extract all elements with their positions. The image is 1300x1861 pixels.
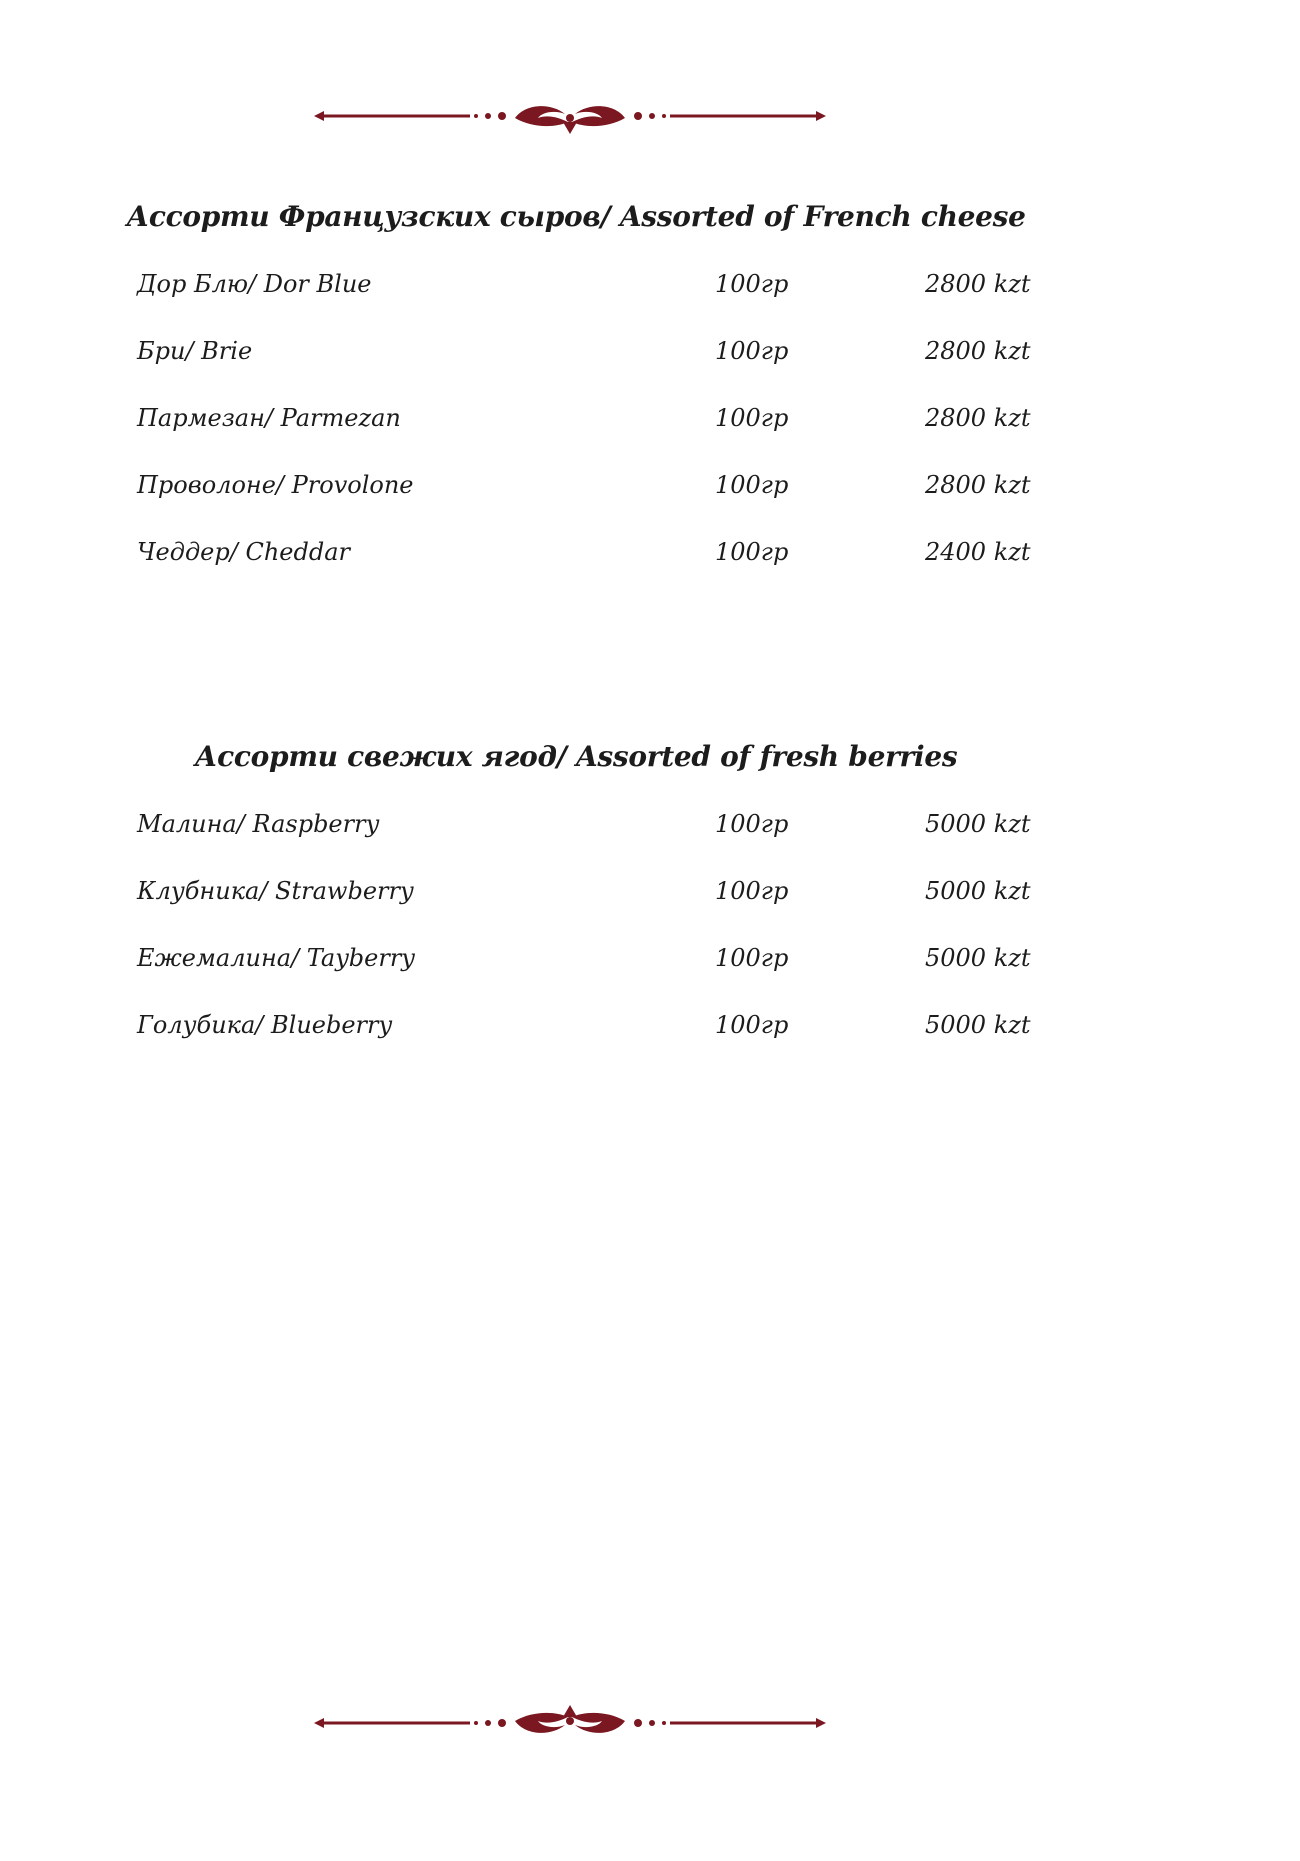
item-weight: 100гр bbox=[715, 1011, 789, 1039]
top-ornament-divider-icon bbox=[310, 96, 830, 136]
bottom-ornament-divider-icon bbox=[310, 1703, 830, 1743]
item-weight: 100гр bbox=[715, 270, 789, 298]
item-price: 2800 kzt bbox=[925, 337, 1031, 365]
item-price: 5000 kzt bbox=[925, 877, 1031, 905]
item-name: Дор Блю/ Dor Blue bbox=[137, 270, 372, 298]
menu-item-row bbox=[0, 471, 1300, 511]
section-title-cheese: Ассорти Французских сыров/ Assorted of French cheese bbox=[126, 200, 1026, 233]
menu-item-row bbox=[0, 810, 1300, 850]
item-name: Малина/ Raspberry bbox=[137, 810, 380, 838]
menu-item-row bbox=[0, 270, 1300, 310]
item-price: 5000 kzt bbox=[925, 944, 1031, 972]
item-weight: 100гр bbox=[715, 877, 789, 905]
item-weight: 100гр bbox=[715, 337, 789, 365]
section-title-berries: Ассорти свежих ягод/ Assorted of fresh berries bbox=[194, 740, 958, 773]
item-weight: 100гр bbox=[715, 538, 789, 566]
item-weight: 100гр bbox=[715, 810, 789, 838]
menu-item-row bbox=[0, 1011, 1300, 1051]
menu-item-row bbox=[0, 337, 1300, 377]
item-weight: 100гр bbox=[715, 471, 789, 499]
menu-item-row bbox=[0, 538, 1300, 578]
item-name: Голубика/ Blueberry bbox=[137, 1011, 393, 1039]
item-name: Бри/ Brie bbox=[137, 337, 253, 365]
menu-item-row bbox=[0, 877, 1300, 917]
item-price: 2800 kzt bbox=[925, 404, 1031, 432]
item-price: 2800 kzt bbox=[925, 270, 1031, 298]
item-price: 5000 kzt bbox=[925, 1011, 1031, 1039]
item-name: Чеддер/ Cheddar bbox=[137, 538, 350, 566]
item-weight: 100гр bbox=[715, 404, 789, 432]
item-weight: 100гр bbox=[715, 944, 789, 972]
item-price: 2400 kzt bbox=[925, 538, 1031, 566]
item-name: Ежемалина/ Tayberry bbox=[137, 944, 415, 972]
item-price: 2800 kzt bbox=[925, 471, 1031, 499]
item-name: Пармезан/ Parmezan bbox=[137, 404, 401, 432]
menu-item-row bbox=[0, 944, 1300, 984]
item-name: Проволоне/ Provolone bbox=[137, 471, 414, 499]
menu-item-row bbox=[0, 404, 1300, 444]
item-name: Клубника/ Strawberry bbox=[137, 877, 414, 905]
item-price: 5000 kzt bbox=[925, 810, 1031, 838]
